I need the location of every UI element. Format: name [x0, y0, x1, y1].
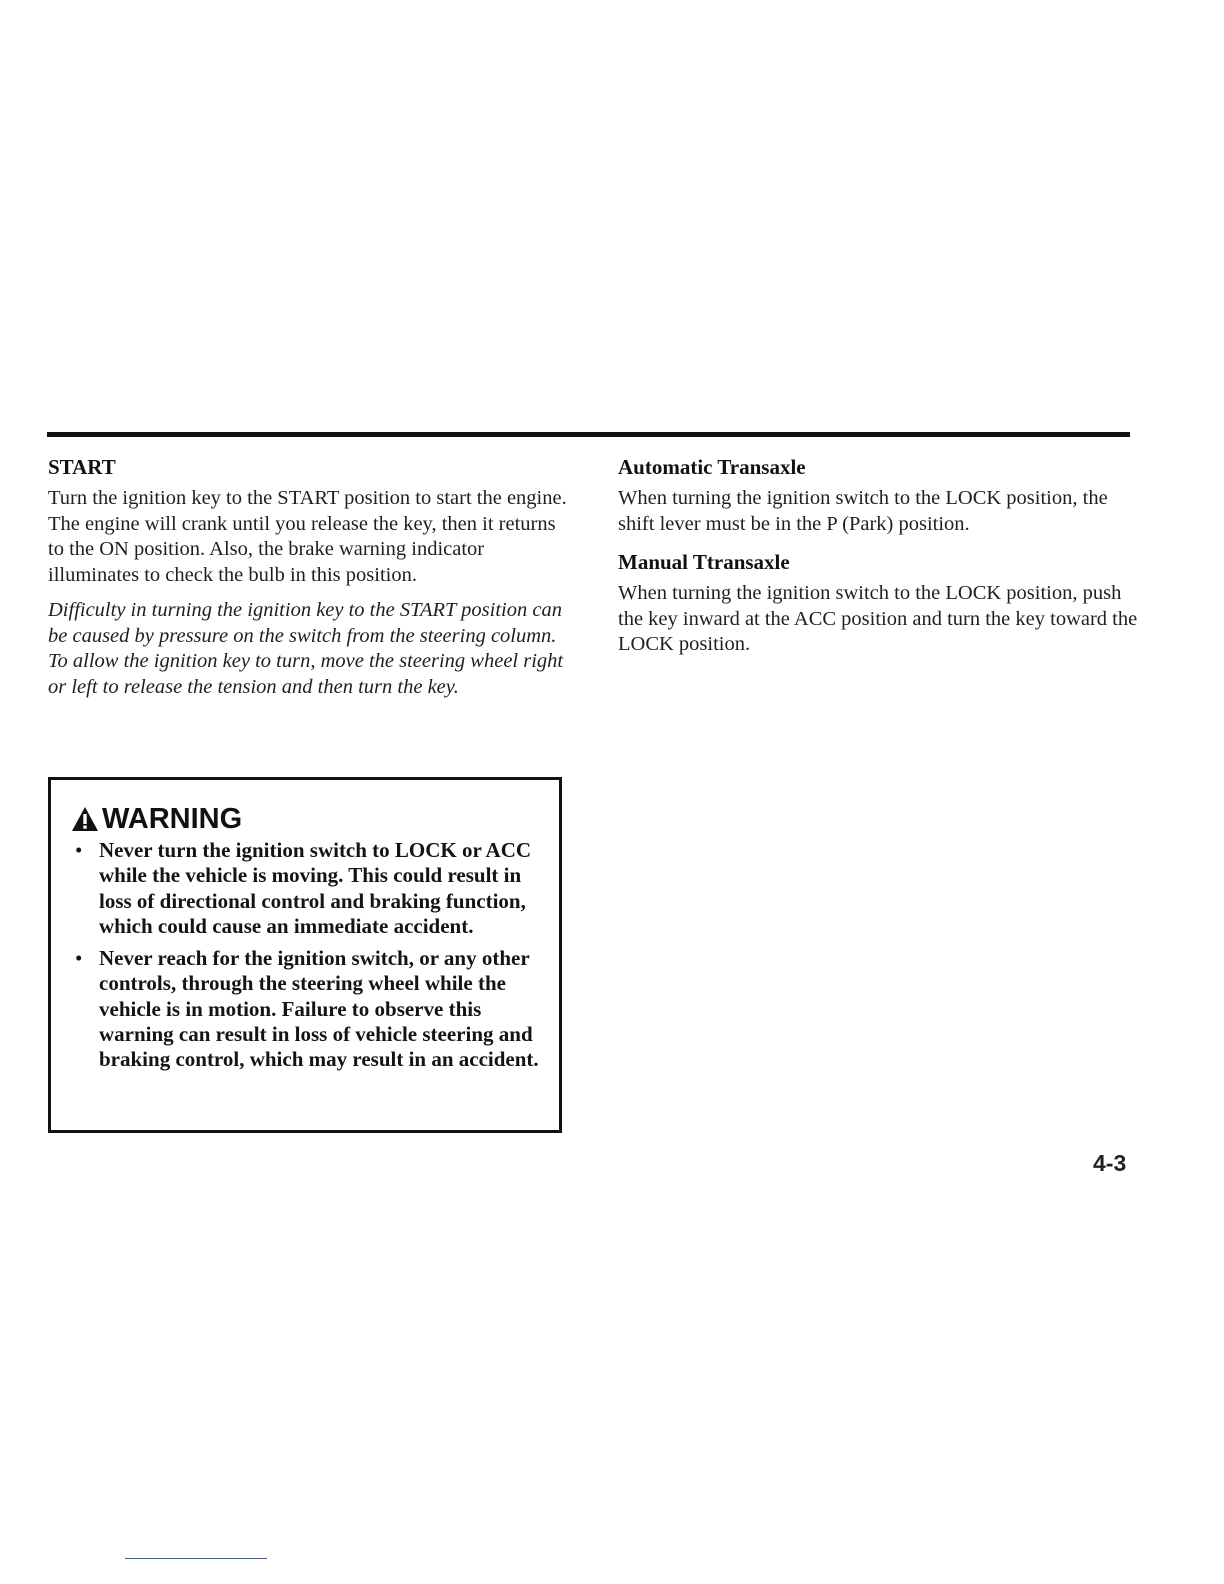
manual-transaxle-paragraph: When turning the ignition switch to the LOCK position, push the key inward at the ACC position and turn the key toward the LOCK position. [618, 582, 1138, 655]
warning-title-text: WARNING [102, 803, 243, 835]
footer-line [125, 1558, 267, 1559]
warning-item-1-text: Never turn the ignition switch to LOCK or ACC while the vehicle is moving. This could result in loss of directional control and braking function, which could cause an immediate accident. [99, 838, 532, 938]
bullet-2: • [75, 946, 83, 971]
warning-triangle-icon [71, 806, 99, 832]
warning-item-2-text: Never reach for the ignition switch, or any other controls, through the steering wheel while the vehicle is in motion. Failure to observe this warning can result in loss of vehicle steering and braking control, which may result in an accident. [99, 946, 539, 1072]
start-paragraph: Turn the ignition key to the START position to start the engine. The engine will crank until you release the key, then it returns to the ON position. Also, the brake warning indicator illuminates to check the bulb in this position. [48, 487, 567, 586]
section-top-rule [47, 432, 1130, 437]
right-column [618, 452, 1138, 668]
start-heading: START [48, 455, 116, 479]
warning-list [73, 838, 543, 1080]
automatic-transaxle-heading: Automatic Transaxle [618, 455, 806, 479]
manual-transaxle-heading: Manual Ttransaxle [618, 550, 790, 574]
automatic-transaxle-paragraph: When turning the ignition switch to the LOCK position, the shift lever must be in the P (Park) position. [618, 487, 1108, 535]
page-number: 4-3 [1093, 1150, 1127, 1176]
left-column [48, 452, 568, 700]
warning-title [71, 802, 242, 836]
warning-item-2 [73, 946, 543, 1072]
start-italic-note: Difficulty in turning the ignition key to the START position can be caused by pressure on the switch from the steering column. To allow the ignition key to turn, move the steering wheel right or left to release the tension and then turn the key. [48, 599, 564, 698]
warning-box [48, 777, 562, 1133]
bullet-1: • [75, 838, 83, 862]
warning-item-1 [73, 838, 543, 939]
